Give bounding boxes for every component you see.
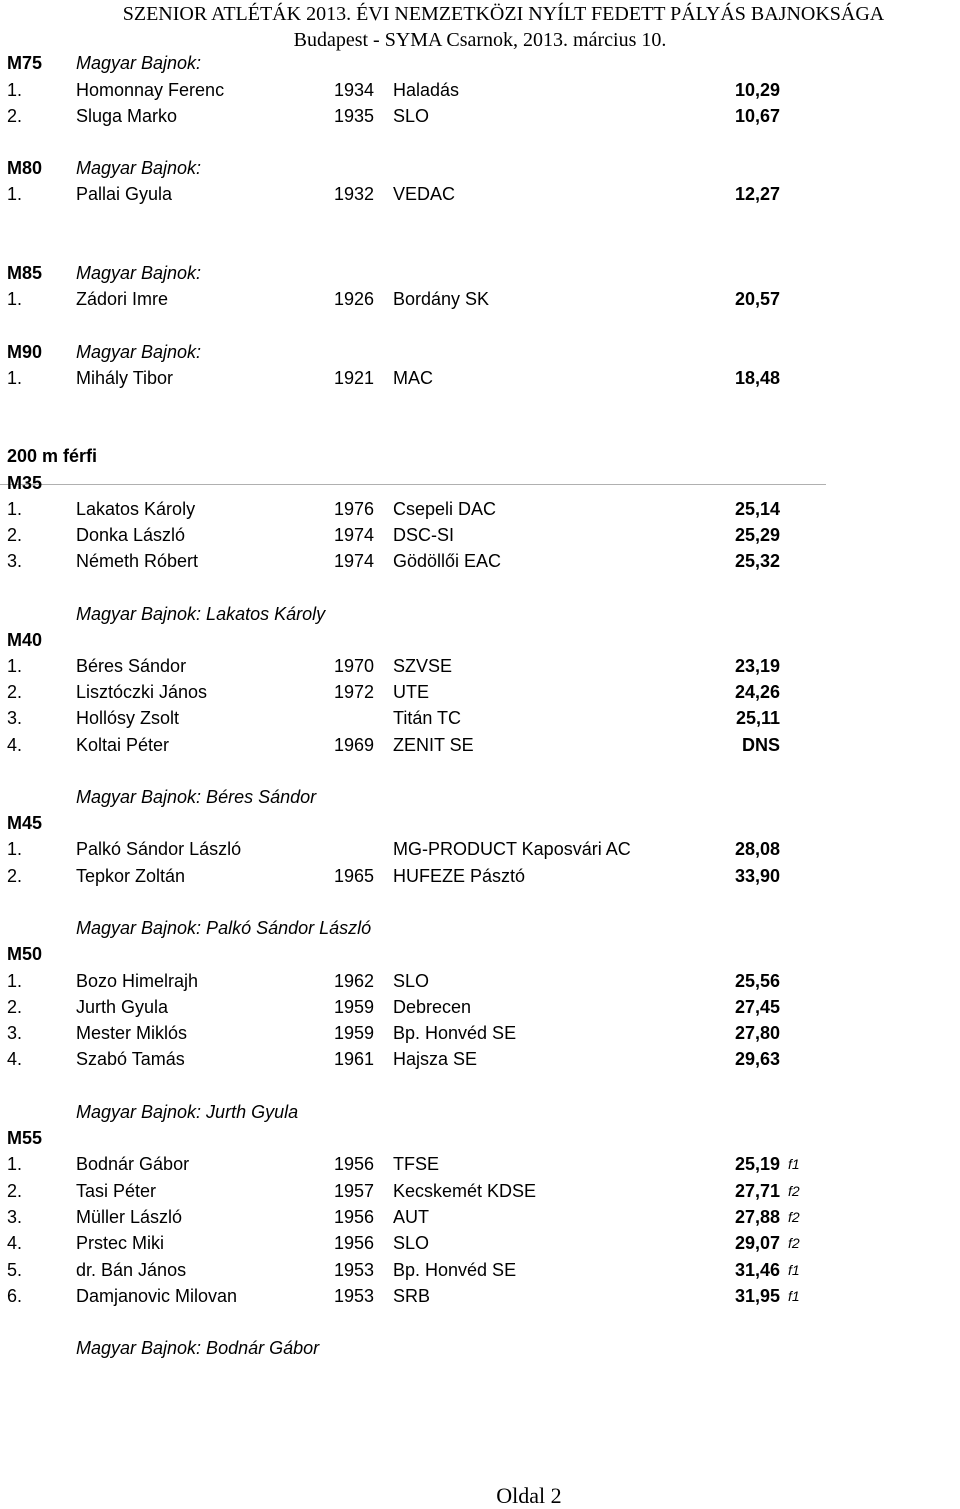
- age-category: M35: [7, 473, 43, 493]
- age-category: M75: [7, 53, 43, 73]
- result-time: 25,14: [734, 499, 780, 519]
- birth-year: 1976: [334, 499, 375, 519]
- result-time: 25,32: [734, 551, 780, 571]
- heat-label: f2: [788, 1183, 800, 1199]
- age-category: M40: [7, 630, 43, 650]
- result-time: 18,48: [734, 368, 780, 388]
- result-time: 25,56: [734, 971, 780, 991]
- result-time: 31,95: [734, 1286, 780, 1306]
- age-category: M85: [7, 263, 43, 283]
- birth-year: 1974: [334, 551, 375, 571]
- category-heading: [0, 261, 960, 285]
- result-time: 29,07: [734, 1233, 780, 1253]
- category-heading: [0, 1126, 960, 1150]
- place: 1.: [7, 184, 23, 204]
- club-name: UTE: [393, 682, 429, 702]
- champion-label: Magyar Bajnok:: [76, 342, 202, 362]
- athlete-name: Jurth Gyula: [76, 997, 169, 1017]
- athlete-name: Németh Róbert: [76, 551, 199, 571]
- result-row: [0, 1021, 960, 1045]
- category-heading: [0, 51, 960, 75]
- result-row: [0, 837, 960, 861]
- result-time: 27,45: [734, 997, 780, 1017]
- club-name: SZVSE: [393, 656, 453, 676]
- place: 5.: [7, 1260, 23, 1280]
- result-time: 10,67: [734, 106, 780, 126]
- document-title: SZENIOR ATLÉTÁK 2013. ÉVI NEMZETKÖZI NYÍLT FEDETT PÁLYÁS BAJNOKSÁGA: [122, 3, 885, 25]
- result-row: [0, 1231, 960, 1255]
- place: 1.: [7, 971, 23, 991]
- club-name: TFSE: [393, 1154, 440, 1174]
- champion-label: Magyar Bajnok: Béres Sándor: [76, 787, 317, 807]
- athlete-name: Béres Sándor: [76, 656, 187, 676]
- club-name: Debrecen: [393, 997, 472, 1017]
- birth-year: 1932: [334, 184, 375, 204]
- club-name: SLO: [393, 106, 430, 126]
- champion-label: Magyar Bajnok:: [76, 53, 202, 73]
- result-time: 29,63: [734, 1049, 780, 1069]
- place: 2.: [7, 997, 23, 1017]
- result-time: 28,08: [734, 839, 780, 859]
- result-row: [0, 654, 960, 678]
- club-name: Haladás: [393, 80, 460, 100]
- athlete-name: Damjanovic Milovan: [76, 1286, 238, 1306]
- result-time: 27,88: [734, 1207, 780, 1227]
- athlete-name: Palkó Sándor László: [76, 839, 242, 859]
- result-row: [0, 680, 960, 704]
- club-name: SRB: [393, 1286, 431, 1306]
- result-row: [0, 1152, 960, 1176]
- club-name: DSC-SI: [393, 525, 455, 545]
- club-name: Bp. Honvéd SE: [393, 1260, 517, 1280]
- page-number: Oldal 2: [496, 1483, 562, 1508]
- birth-year: 1959: [334, 1023, 375, 1043]
- club-name: VEDAC: [393, 184, 456, 204]
- place: 4.: [7, 1049, 23, 1069]
- result-row: [0, 549, 960, 573]
- birth-year: 1953: [334, 1286, 375, 1306]
- result-time: 12,27: [734, 184, 780, 204]
- champion-label: Magyar Bajnok: Jurth Gyula: [76, 1102, 299, 1122]
- club-name: AUT: [393, 1207, 429, 1227]
- athlete-name: Donka László: [76, 525, 186, 545]
- birth-year: 1934: [334, 80, 375, 100]
- result-row: [0, 1047, 960, 1071]
- result-row: [0, 995, 960, 1019]
- result-time: 23,19: [734, 656, 780, 676]
- category-heading: [0, 156, 960, 180]
- birth-year: 1935: [334, 106, 375, 126]
- athlete-name: dr. Bán János: [76, 1260, 187, 1280]
- club-name: HUFEZE Pásztó: [393, 866, 526, 886]
- result-time: 25,11: [735, 708, 780, 728]
- athlete-name: Tepkor Zoltán: [76, 866, 186, 886]
- birth-year: 1957: [334, 1181, 375, 1201]
- result-row: [0, 366, 960, 390]
- place: 1.: [7, 1154, 23, 1174]
- result-row: [0, 182, 960, 206]
- result-row: [0, 733, 960, 757]
- place: 2.: [7, 682, 23, 702]
- heat-label: f1: [788, 1262, 800, 1278]
- result-row: [0, 1205, 960, 1229]
- result-time: 20,57: [734, 289, 780, 309]
- place: 3.: [7, 1207, 23, 1227]
- birth-year: 1962: [334, 971, 375, 991]
- athlete-name: Müller László: [76, 1207, 183, 1227]
- club-name: SLO: [393, 971, 430, 991]
- birth-year: 1974: [334, 525, 375, 545]
- birth-year: 1969: [334, 735, 375, 755]
- birth-year: 1953: [334, 1260, 375, 1280]
- category-heading: [0, 471, 960, 495]
- champion-label: Magyar Bajnok: Bodnár Gábor: [76, 1338, 320, 1358]
- result-time: 31,46: [734, 1260, 780, 1280]
- champion-label: Magyar Bajnok: Lakatos Károly: [76, 604, 326, 624]
- category-heading: [0, 628, 960, 652]
- athlete-name: Zádori Imre: [76, 289, 169, 309]
- place: 1.: [7, 656, 23, 676]
- place: 2.: [7, 525, 23, 545]
- category-heading: [0, 811, 960, 835]
- result-time: 24,26: [734, 682, 780, 702]
- club-name: ZENIT SE: [393, 735, 474, 755]
- birth-year: 1965: [334, 866, 375, 886]
- athlete-name: Koltai Péter: [76, 735, 170, 755]
- result-time: 27,80: [734, 1023, 780, 1043]
- birth-year: 1956: [334, 1207, 375, 1227]
- club-name: SLO: [393, 1233, 430, 1253]
- result-row: [0, 1284, 960, 1308]
- result-row: [0, 969, 960, 993]
- birth-year: 1956: [334, 1154, 375, 1174]
- birth-year: 1926: [334, 289, 375, 309]
- champion-line: [0, 1336, 960, 1360]
- athlete-name: Mihály Tibor: [76, 368, 174, 388]
- champion-line: [0, 916, 960, 940]
- place: 6.: [7, 1286, 23, 1306]
- result-time: DNS: [741, 735, 780, 755]
- champion-line: [0, 602, 960, 626]
- result-row: [0, 1258, 960, 1282]
- heat-label: f1: [788, 1288, 800, 1304]
- result-row: [0, 523, 960, 547]
- athlete-name: Lisztóczki János: [76, 682, 208, 702]
- birth-year: 1961: [334, 1049, 375, 1069]
- birth-year: 1959: [334, 997, 375, 1017]
- club-name: MG-PRODUCT Kaposvári AC: [393, 839, 631, 859]
- champion-line: [0, 1100, 960, 1124]
- athlete-name: Lakatos Károly: [76, 499, 196, 519]
- place: 3.: [7, 551, 23, 571]
- athlete-name: Tasi Péter: [76, 1181, 157, 1201]
- place: 1.: [7, 80, 23, 100]
- place: 2.: [7, 866, 23, 886]
- athlete-name: Prstec Miki: [76, 1233, 165, 1253]
- athlete-name: Bodnár Gábor: [76, 1154, 190, 1174]
- place: 2.: [7, 1181, 23, 1201]
- result-row: [0, 864, 960, 888]
- athlete-name: Hollósy Zsolt: [76, 708, 180, 728]
- club-name: Hajsza SE: [393, 1049, 478, 1069]
- age-category: M80: [7, 158, 43, 178]
- champion-label: Magyar Bajnok:: [76, 263, 202, 283]
- heat-label: f2: [788, 1235, 800, 1251]
- athlete-name: Sluga Marko: [76, 106, 178, 126]
- result-time: 33,90: [734, 866, 780, 886]
- age-category: M45: [7, 813, 43, 833]
- heat-label: f1: [788, 1156, 800, 1172]
- result-row: [0, 706, 960, 730]
- document-subtitle: Budapest - SYMA Csarnok, 2013. március 10.: [293, 29, 667, 51]
- place: 1.: [7, 368, 23, 388]
- age-category: M55: [7, 1128, 43, 1148]
- place: 3.: [7, 708, 23, 728]
- birth-year: 1972: [334, 682, 375, 702]
- place: 4.: [7, 1233, 23, 1253]
- place: 1.: [7, 499, 23, 519]
- result-row: [0, 78, 960, 102]
- age-category: M90: [7, 342, 43, 362]
- champion-label: Magyar Bajnok: Palkó Sándor László: [76, 918, 372, 938]
- result-row: [0, 287, 960, 311]
- club-name: Titán TC: [393, 708, 462, 728]
- club-name: Csepeli DAC: [393, 499, 497, 519]
- result-row: [0, 104, 960, 128]
- result-time: 27,71: [734, 1181, 780, 1201]
- birth-year: 1956: [334, 1233, 375, 1253]
- event-heading: [0, 444, 960, 468]
- place: 2.: [7, 106, 23, 126]
- place: 1.: [7, 839, 23, 859]
- category-heading: [0, 340, 960, 364]
- place: 1.: [7, 289, 23, 309]
- result-time: 25,19: [734, 1154, 780, 1174]
- athlete-name: Bozo Himelrajh: [76, 971, 199, 991]
- club-name: MAC: [393, 368, 433, 388]
- champion-line: [0, 785, 960, 809]
- club-name: Bp. Honvéd SE: [393, 1023, 517, 1043]
- birth-year: 1970: [334, 656, 375, 676]
- result-time: 10,29: [734, 80, 780, 100]
- athlete-name: Mester Miklós: [76, 1023, 188, 1043]
- athlete-name: Homonnay Ferenc: [76, 80, 225, 100]
- event-title: 200 m férfi: [7, 446, 98, 466]
- athlete-name: Szabó Tamás: [76, 1049, 185, 1069]
- result-time: 25,29: [734, 525, 780, 545]
- club-name: Kecskemét KDSE: [393, 1181, 537, 1201]
- champion-label: Magyar Bajnok:: [76, 158, 202, 178]
- heat-label: f2: [788, 1209, 800, 1225]
- athlete-name: Pallai Gyula: [76, 184, 173, 204]
- club-name: Gödöllői EAC: [393, 551, 502, 571]
- result-row: [0, 1179, 960, 1203]
- place: 4.: [7, 735, 23, 755]
- birth-year: 1921: [334, 368, 375, 388]
- age-category: M50: [7, 944, 43, 964]
- place: 3.: [7, 1023, 23, 1043]
- club-name: Bordány SK: [393, 289, 490, 309]
- result-row: [0, 497, 960, 521]
- category-heading: [0, 942, 960, 966]
